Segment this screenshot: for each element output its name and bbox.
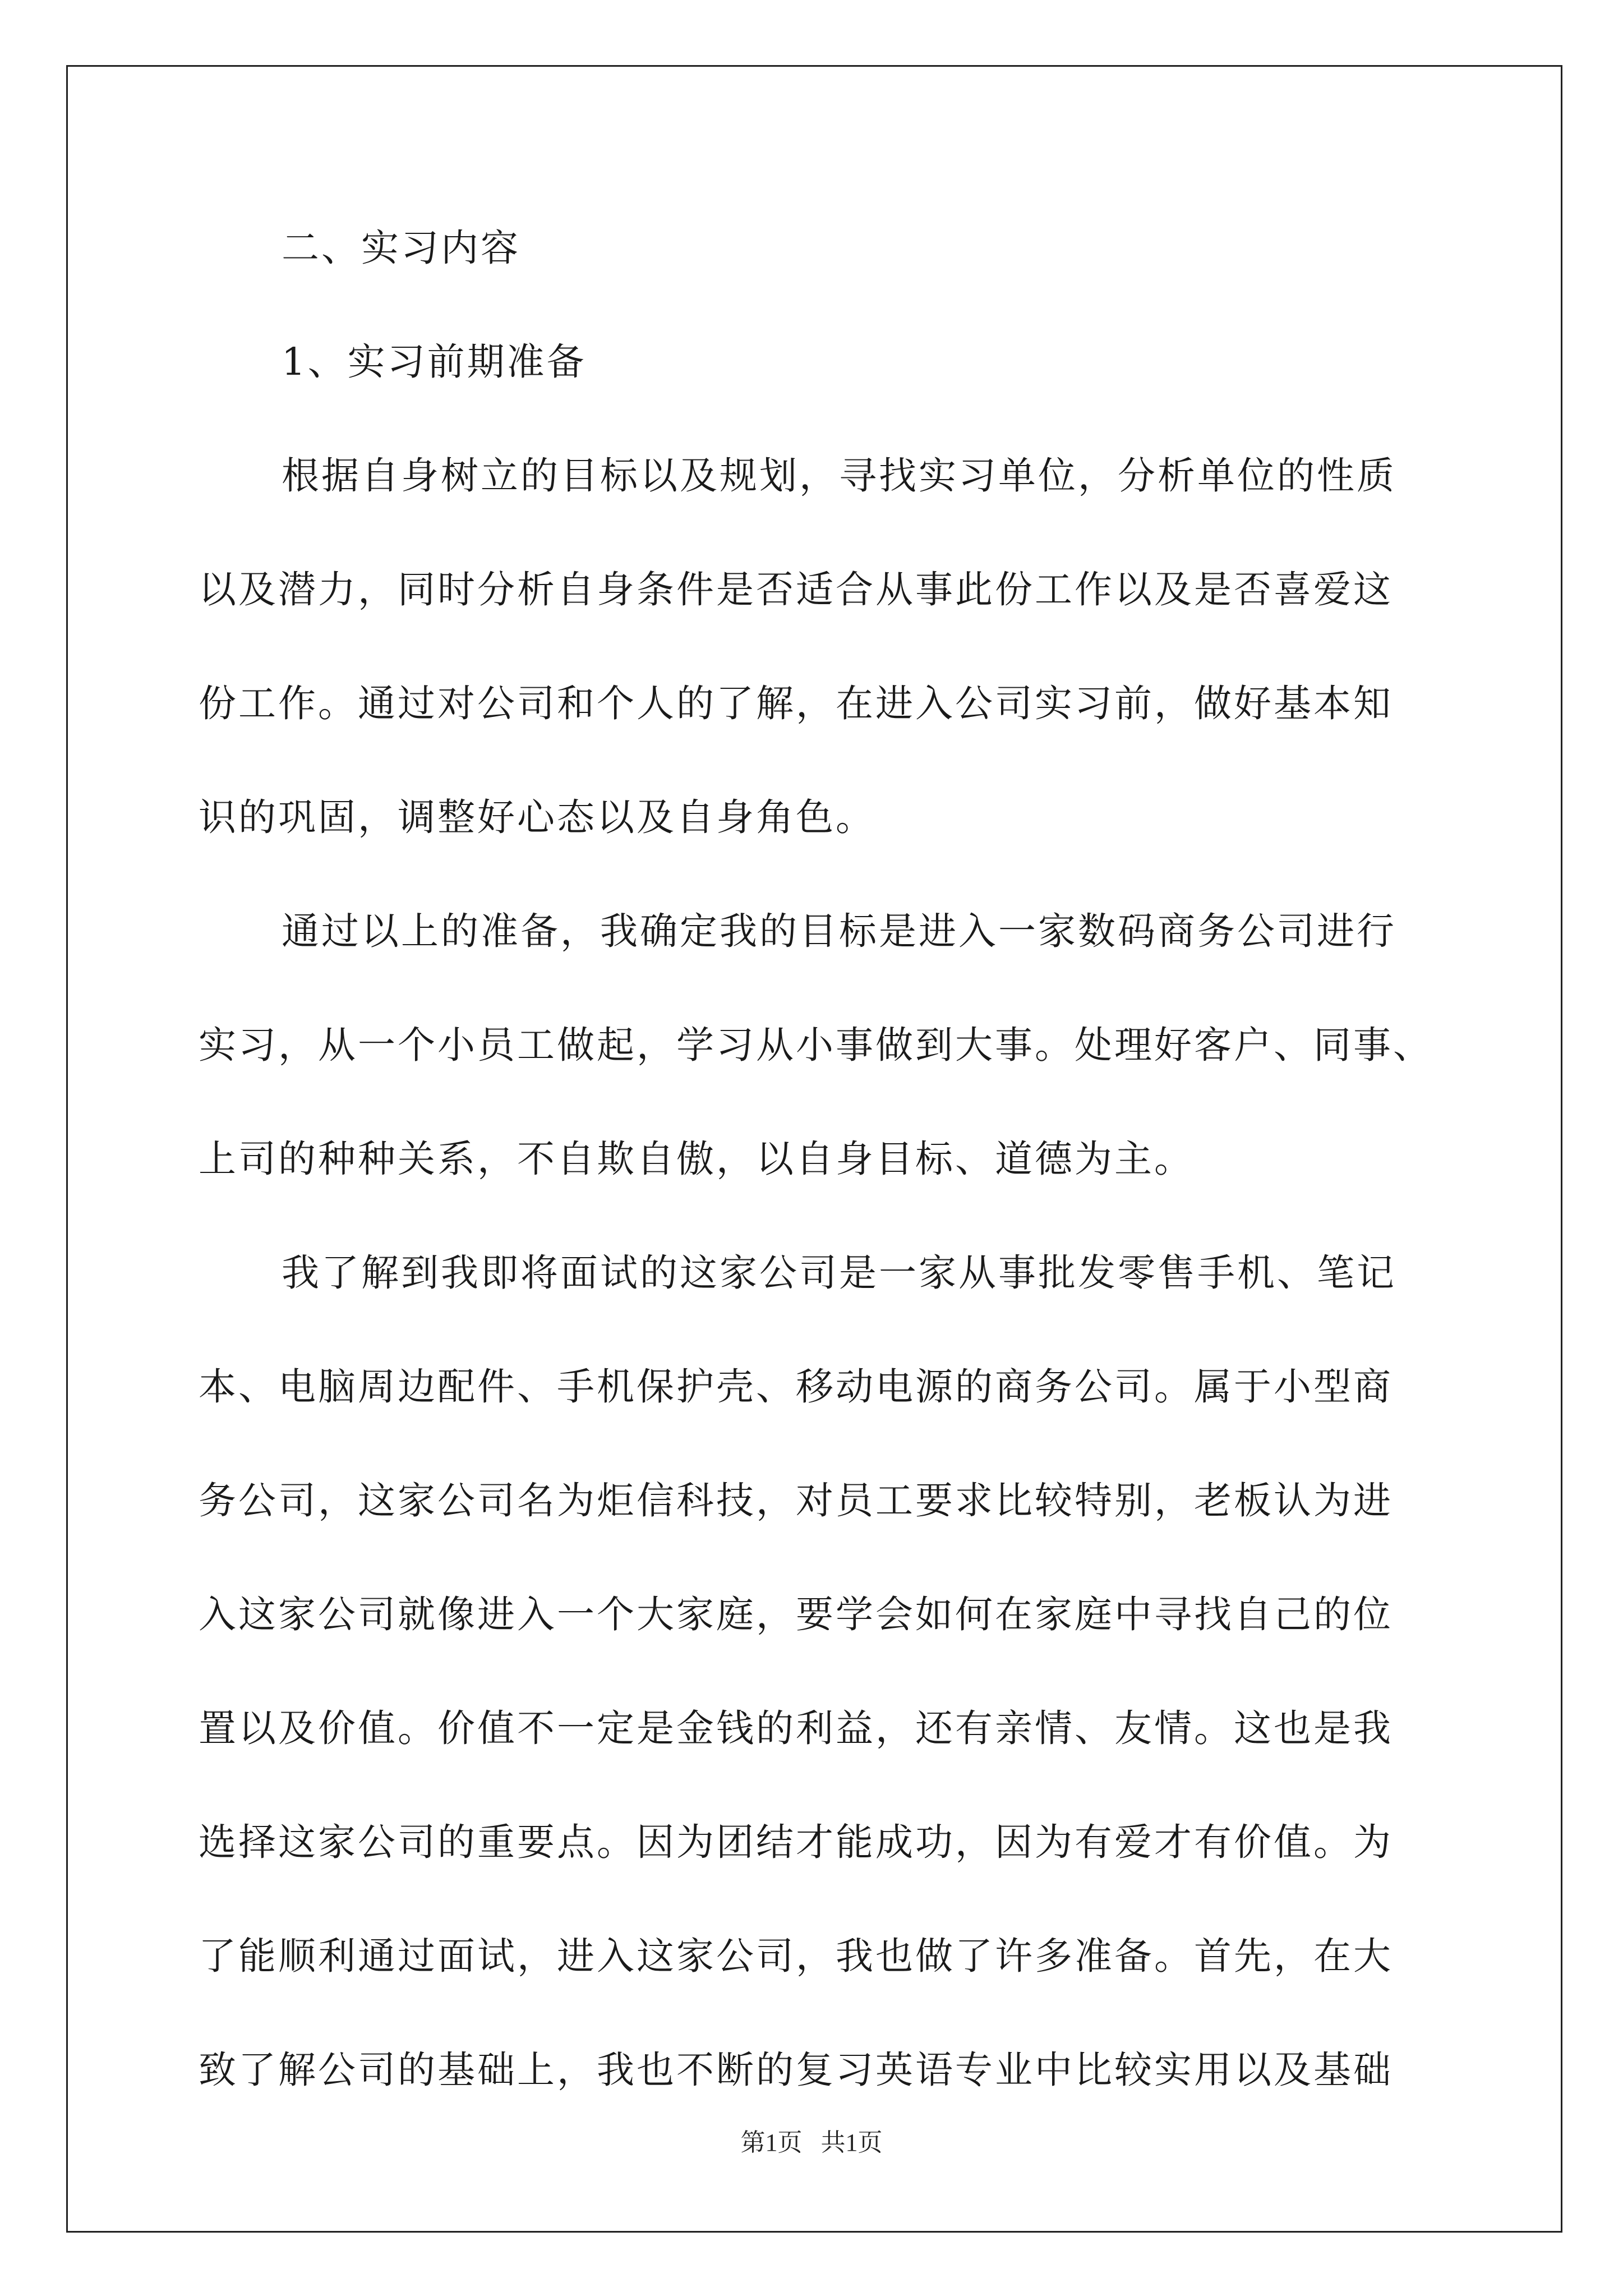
paragraph-line: 入这家公司就像进入一个大家庭，要学会如何在家庭中寻找自己的位 — [199, 1593, 1393, 1636]
paragraph-line: 通过以上的准备，我确定我的目标是进入一家数码商务公司进行 — [282, 909, 1396, 953]
paragraph-line: 根据自身树立的目标以及规划，寻找实习单位，分析单位的性质 — [282, 454, 1396, 498]
document-body — [199, 213, 1456, 2149]
paragraph-line: 识的巩固，调整好心态以及自身角色。 — [199, 795, 875, 839]
paragraph-line: 了能顺利通过面试，进入这家公司，我也做了许多准备。首先，在大 — [199, 1934, 1393, 1978]
paragraph-line: 实习，从一个小员工做起，学习从小事做到大事。处理好客户、同事、 — [199, 1023, 1433, 1067]
paragraph-line: 致了解公司的基础上，我也不断的复习英语专业中比较实用以及基础 — [199, 2048, 1393, 2092]
section-heading: 二、实习内容 — [282, 226, 520, 270]
subsection-heading: 1、实习前期准备 — [282, 340, 587, 384]
page-number-footer: 第1页 共1页 — [740, 2129, 883, 2156]
paragraph-line: 务公司，这家公司名为炬信科技，对员工要求比较特别，老板认为进 — [199, 1479, 1393, 1522]
paragraph-line: 份工作。通过对公司和个人的了解，在进入公司实习前，做好基本知 — [199, 682, 1393, 725]
paragraph-line: 本、电脑周边配件、手机保护壳、移动电源的商务公司。属于小型商 — [199, 1365, 1393, 1409]
paragraph-line: 选择这家公司的重要点。因为团结才能成功，因为有爱才有价值。为 — [199, 1820, 1393, 1864]
paragraph-line: 以及潜力，同时分析自身条件是否适合从事此份工作以及是否喜爱这 — [199, 568, 1393, 611]
paragraph-line: 置以及价值。价值不一定是金钱的利益，还有亲情、友情。这也是我 — [199, 1706, 1393, 1750]
paragraph-line: 上司的种种关系，不自欺自傲，以自身目标、道德为主。 — [199, 1137, 1194, 1181]
paragraph-line: 我了解到我即将面试的这家公司是一家从事批发零售手机、笔记 — [282, 1251, 1396, 1295]
